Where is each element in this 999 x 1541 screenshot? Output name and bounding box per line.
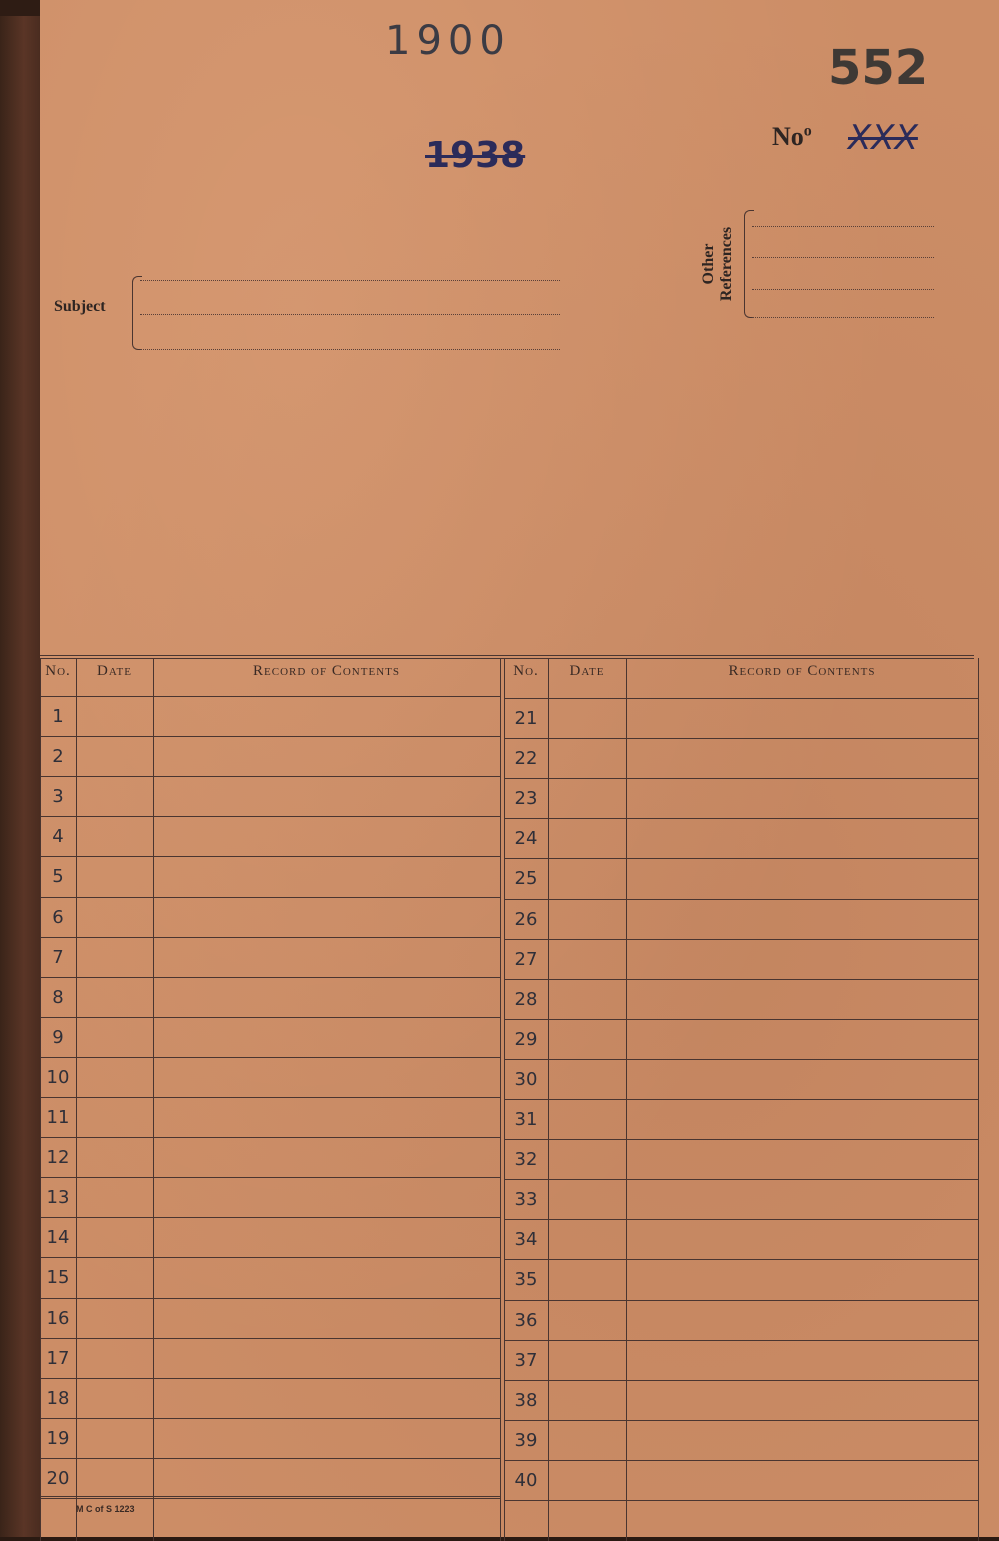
register-row-number: 13 [46,1187,70,1209]
subject-line-1 [140,280,560,281]
register-left-header-record: Record of Contents [253,663,400,679]
register-row-line [504,1059,978,1060]
register-right-col-line-3 [978,658,979,1541]
register-row-line [504,818,978,819]
register-right-header-no: No. [513,663,539,679]
register-row-line [40,1057,500,1058]
register-row-number: 5 [52,866,64,888]
register-row-line [504,1300,978,1301]
subject-line-3 [140,349,560,350]
subject-brace [132,276,142,350]
register-row-line [504,1179,978,1180]
register-row-number: 15 [46,1267,70,1289]
register-row-number: 14 [46,1227,70,1249]
register-row-number: 16 [46,1307,70,1329]
register-row-line [40,1017,500,1018]
register-row-number: 3 [52,786,64,808]
register-row-line [40,736,500,737]
register-row-line [40,977,500,978]
register-row-number: 37 [514,1349,538,1371]
register-row-number: 19 [46,1427,70,1449]
register-row-line [504,1420,978,1421]
year-struck: 1938 [425,135,526,176]
register-row-line [504,1019,978,1020]
register-row-line [504,858,978,859]
register-left-bottom-line [40,1496,500,1497]
register-right-header-line [504,698,978,699]
register-row-line [504,1259,978,1260]
register-left-col-line-2 [153,658,154,1541]
register-top-border [40,655,974,656]
register-left-header-date: Date [97,663,132,679]
register-row-line [40,776,500,777]
register-row-line [40,1418,500,1419]
register-row-number: 35 [514,1269,538,1291]
register-row-line [40,1217,500,1218]
register-row-number: 34 [514,1229,538,1251]
register-row-line [40,1458,500,1459]
register-row-line [504,1500,978,1501]
register-row-number: 24 [514,828,538,850]
register-row-number: 30 [514,1068,538,1090]
register-row-number: 6 [52,906,64,928]
subject-line-2 [140,314,560,315]
other-references-line-4 [752,317,934,318]
register-row-number: 31 [514,1109,538,1130]
register-row-number: 28 [514,988,538,1010]
register-row-line [504,778,978,779]
register-row-line [40,1097,500,1098]
subject-label: Subject [54,298,106,315]
register-row-line [504,1139,978,1140]
other-references-line-2 [752,257,934,258]
number-label [772,122,812,152]
file-number-stamp: 552 [828,40,929,96]
register-row-number: 26 [514,908,538,930]
register-row-number: 32 [514,1149,538,1171]
register-row-line [40,1257,500,1258]
spine-top-edge [0,0,40,16]
register-row-line [40,1137,500,1138]
register-row-number: 18 [46,1387,70,1409]
register-row-line [40,856,500,857]
register-right-header-record: Record of Contents [728,663,876,679]
register-row-number: 7 [52,946,64,968]
number-label-ordinal: o [803,122,812,140]
register-row-number: 8 [52,986,64,1008]
register-left-col-line-1 [76,658,77,1541]
year-handwritten: 1900 [385,18,511,64]
register-row-number: 17 [46,1347,70,1369]
other-references-label-1: Other [700,243,717,285]
register-row-number: 1 [52,706,64,727]
register-row-line [40,1177,500,1178]
register-row-number: 4 [52,826,64,848]
register-row-line [40,1298,500,1299]
other-references-line-1 [752,226,934,227]
register-row-line [40,897,500,898]
register-row-number: 22 [514,748,538,770]
register-row-line [504,1380,978,1381]
register-row-number: 12 [46,1147,70,1169]
other-references-line-3 [752,289,934,290]
register-row-line [504,1460,978,1461]
register-left-col-line-3 [500,658,501,1541]
register-row-line [504,1340,978,1341]
register-row-number: 23 [514,788,538,810]
register-row-number: 2 [52,746,64,768]
register-row-line [504,1099,978,1100]
register-row-number: 11 [46,1107,70,1128]
register-row-number: 29 [514,1028,538,1050]
other-references-label [700,214,736,314]
register-row-line [40,816,500,817]
register-row-line [504,899,978,900]
register-row-number: 21 [514,708,538,729]
other-references-label-2: References [718,226,735,302]
register-row-line [504,979,978,980]
register-row-number: 38 [514,1389,538,1411]
number-struck: XXX [848,118,918,158]
register-row-number: 27 [514,948,538,970]
register-row-number: 25 [514,868,538,890]
register-right-header-date: Date [569,663,605,679]
form-code: M C of S 1223 [76,1504,135,1514]
register-row-line [40,1378,500,1379]
register-row-number: 10 [46,1066,70,1088]
register-row-number: 20 [46,1467,70,1489]
register-left-header-no: No. [45,663,71,679]
folder-spine [0,0,40,1541]
register-top-border-2 [40,658,974,659]
register-row-number: 9 [52,1026,64,1048]
register-row-line [504,1219,978,1220]
register-row-number: 40 [514,1469,538,1491]
register-left-header-line [40,696,500,697]
register-row-line [40,937,500,938]
register-row-line [40,1338,500,1339]
register-row-number: 39 [514,1429,538,1451]
register-row-line [504,738,978,739]
register-row-number: 33 [514,1189,538,1211]
number-label-text: No [772,122,804,151]
register-row-number: 36 [514,1309,538,1331]
register-row-line [504,939,978,940]
register-row-line [40,1498,500,1499]
